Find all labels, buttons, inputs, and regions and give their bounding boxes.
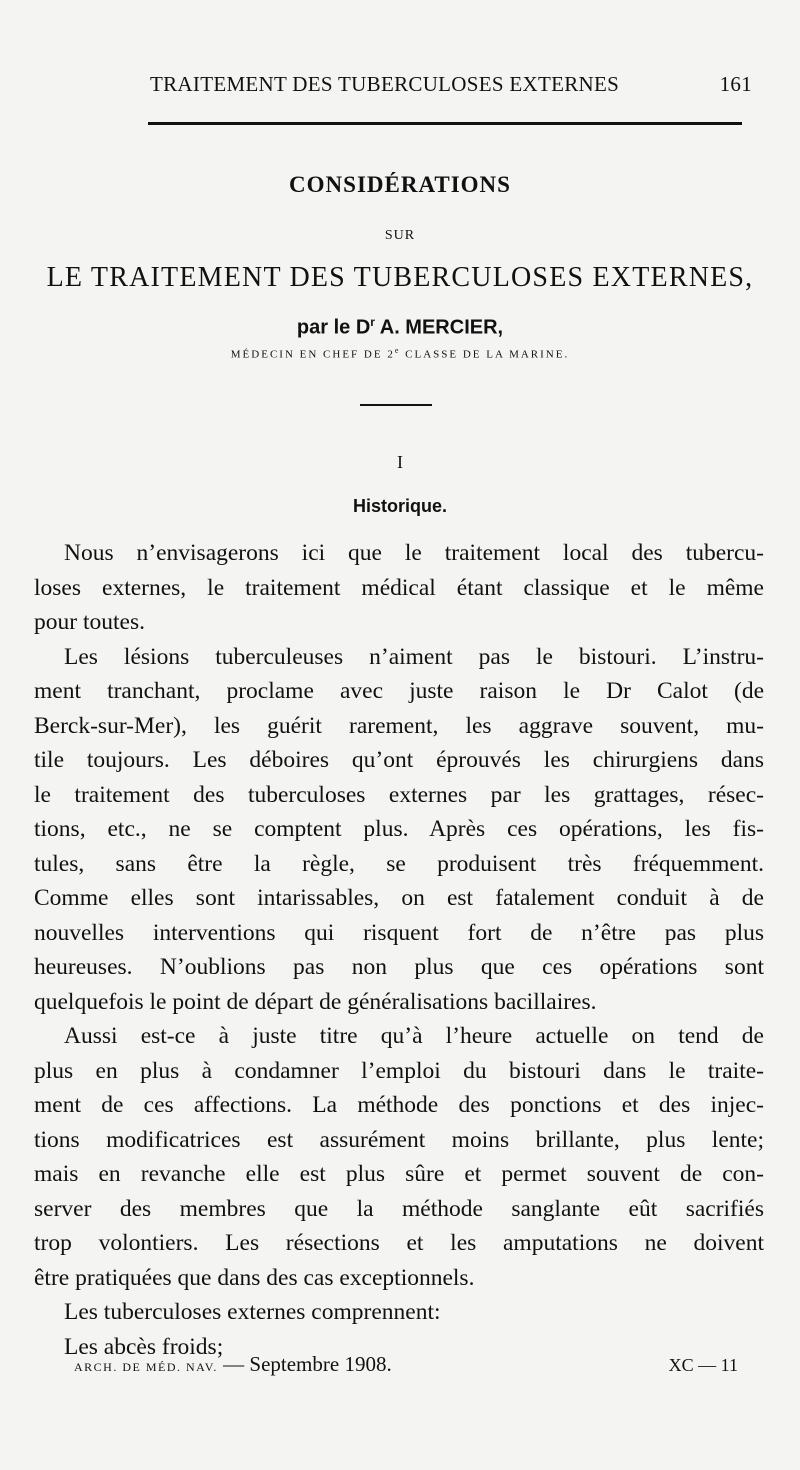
body-line: Nous n’envisagerons ici que le traitement local des tubercu-: [64, 540, 764, 566]
title-considerations: CONSIDÉRATIONS: [289, 172, 511, 197]
body-line: loses externes, le traitement médical étant classique et le même: [34, 574, 764, 601]
page-footer: [74, 1352, 738, 1377]
body-line: Les abcès froids;: [64, 1333, 224, 1360]
body-line: nouvelles interventions qui risquent fort de n’être pas plus: [34, 919, 764, 946]
body-line: Comme elles sont intarissables, on est fatalement conduit à de: [34, 885, 764, 911]
body-line: tules, sans être la règle, se produisent très fréquemment.: [34, 850, 764, 877]
body-line: être pratiquées que dans des cas exceptionnels.: [34, 1264, 475, 1291]
footer-source: ARCH. DE MÉD. NAV. — Septembre 1908.: [74, 1352, 392, 1376]
body-line: quelquefois le point de départ de généralisations bacillaires.: [34, 988, 597, 1015]
section-number: I: [397, 452, 403, 472]
body-line: server des membres que la méthode sanglante eût sacrifiés: [34, 1195, 764, 1222]
body-line: plus en plus à condamner l’emploi du bistouri dans le traite-: [34, 1057, 764, 1084]
body-line: pour toutes.: [34, 609, 145, 635]
body-line: heureuses. N’oublions pas non plus que ces opérations sont: [34, 954, 764, 980]
body-line: tions, etc., ne se comptent plus. Après ces opérations, les fis-: [34, 816, 764, 842]
signature-mark: XC — 11: [668, 1355, 738, 1375]
body-line: Les lésions tuberculeuses n’aiment pas le bistouri. L’instru-: [64, 643, 764, 670]
body-line: trop volontiers. Les résections et les amputations ne doivent: [34, 1230, 764, 1256]
title-sur: SUR: [384, 228, 416, 243]
body-line: tions modificatrices est assurément moins brillante, plus lente;: [34, 1126, 764, 1153]
author-line: par le $D^r$ A. MERCIER,: [296, 315, 504, 339]
author-affiliation: MÉDECIN EN CHEF DE 2e CLASSE DE LA MARINE.: [230, 346, 570, 361]
body-line: ment tranchant, proclame avec juste raison le Dr Calot (de: [34, 678, 764, 704]
body-text: [34, 536, 764, 1364]
running-header: [60, 72, 752, 97]
body-line: Aussi est-ce à juste titre qu’à l’heure actuelle on tend de: [64, 1023, 764, 1049]
main-title: LE TRAITEMENT DES TUBERCULOSES EXTERNES,: [46, 262, 754, 293]
title-separator-rule: [360, 404, 432, 406]
body-line: mais en revanche elle est plus sûre et permet souvent de con-: [34, 1161, 764, 1187]
body-line: Les tuberculoses externes comprennent:: [64, 1299, 441, 1325]
page-number: 161: [719, 72, 752, 96]
body-line: Berck-sur-Mer), les guérit rarement, les aggrave souvent, mu-: [34, 712, 764, 739]
section-heading: Historique.: [352, 496, 447, 516]
body-line: le traitement des tuberculoses externes par les grattages, résec-: [34, 781, 764, 808]
body-line: tile toujours. Les déboires qu’ont éprouvés les chirurgiens dans: [34, 747, 764, 773]
body-line: ment de ces affections. La méthode des ponctions et des injec-: [34, 1092, 764, 1118]
running-title: TRAITEMENT DES TUBERCULOSES EXTERNES: [150, 72, 620, 96]
header-rule: [148, 122, 742, 125]
